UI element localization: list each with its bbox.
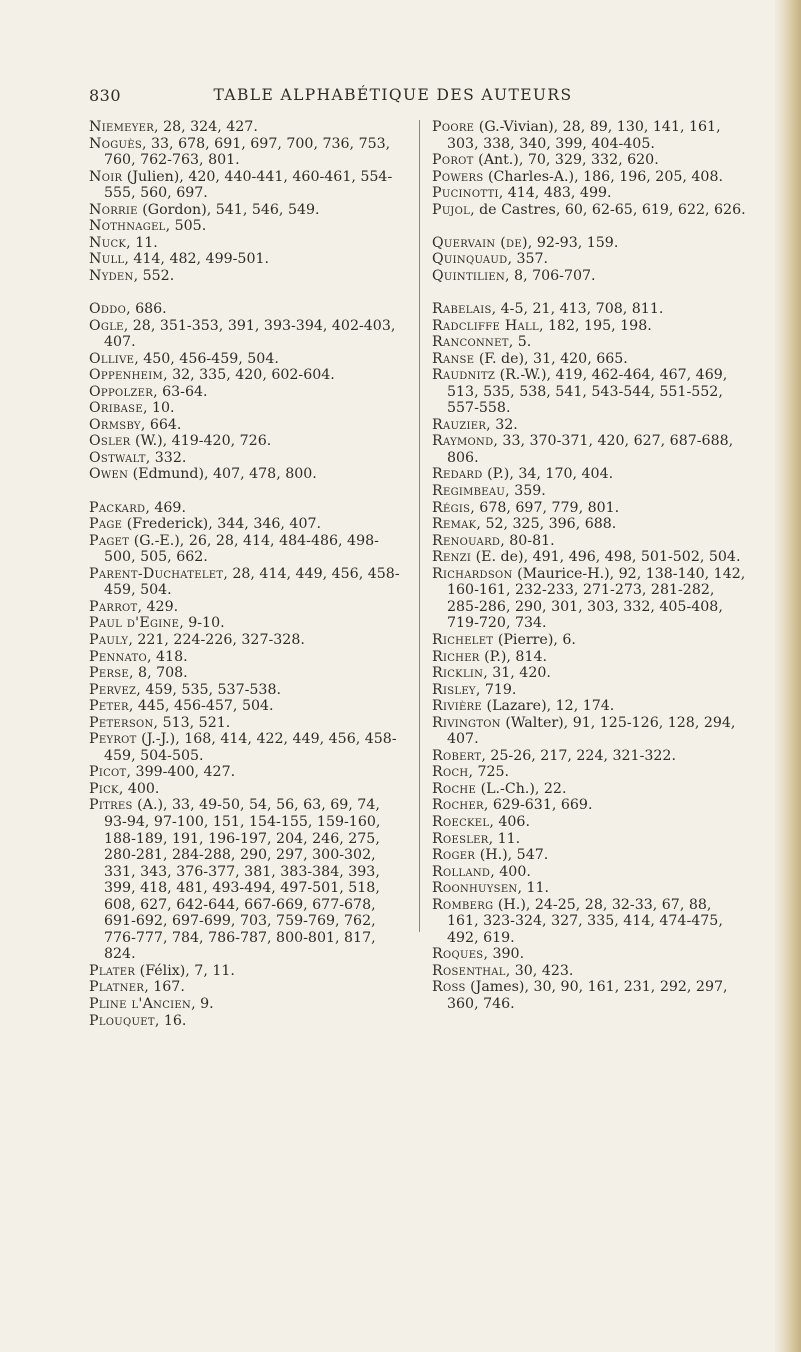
page-references: (G.-E.), 26, 28, 414, 484-486, 498-500, 505, 662. — [104, 532, 379, 566]
author-name: Platner — [89, 979, 145, 996]
index-entry — [89, 665, 406, 682]
page-references: , 459, 535, 537-538. — [136, 681, 281, 698]
index-entry — [432, 334, 746, 351]
page-references: , 32, 335, 420, 602-604. — [163, 367, 335, 384]
index-entry — [432, 516, 746, 533]
author-name: Nuck — [89, 234, 127, 251]
page-references: , 725. — [468, 764, 510, 781]
index-entry — [432, 119, 746, 152]
page-references: , 400. — [490, 863, 531, 880]
column-divider — [419, 120, 420, 932]
author-name: Roonhuysen — [432, 880, 518, 897]
author-name: Nyden — [89, 267, 134, 284]
author-name: Porot — [432, 152, 474, 169]
author-name: Pauly — [89, 631, 129, 648]
author-name: Poore — [432, 119, 475, 135]
page-number: 830 — [89, 86, 122, 105]
author-name: Ollive — [89, 350, 135, 367]
index-entry — [432, 814, 746, 831]
page-references: (F. de), 31, 420, 665. — [474, 350, 628, 367]
index-entry — [432, 979, 746, 1012]
author-name: Ranconnet — [432, 334, 509, 351]
page-references: (Edmund), 407, 478, 800. — [128, 466, 317, 483]
page-references: , 8, 708. — [129, 665, 188, 682]
author-name: Richardson — [432, 565, 513, 582]
index-entry — [432, 351, 746, 368]
index-entry — [432, 698, 746, 715]
author-name: Rabelais — [432, 301, 492, 318]
author-name: Niemeyer — [89, 119, 155, 135]
index-entry — [432, 715, 746, 748]
index-entry — [432, 235, 746, 252]
index-entry — [89, 797, 406, 962]
page-references: , 8, 706-707. — [505, 267, 596, 284]
page-references: (P.), 34, 170, 404. — [482, 466, 614, 483]
page-references: (H.), 24-25, 28, 32-33, 67, 88, 161, 323-324, 327, 335, 414, 474-475, 492, 619. — [447, 896, 723, 946]
index-entry — [89, 433, 406, 450]
page-references: (Walter), 91, 125-126, 128, 294, 407. — [447, 714, 736, 748]
running-title: TABLE ALPHABÉTIQUE DES AUTEURS — [213, 86, 573, 104]
index-entry — [89, 533, 406, 566]
page-references: , 418. — [147, 648, 188, 665]
index-entry — [432, 781, 746, 798]
index-entry — [432, 831, 746, 848]
index-entry — [432, 632, 746, 649]
author-name: Noguès — [89, 135, 142, 152]
author-name: Perse — [89, 665, 130, 682]
index-entry — [432, 946, 746, 963]
author-name: Régis — [432, 499, 471, 516]
author-name: Remak — [432, 516, 477, 533]
author-name: Rolland — [432, 863, 491, 880]
author-name: Plater — [89, 962, 136, 979]
index-entry — [432, 533, 746, 550]
index-entry — [89, 615, 406, 632]
page-references: (Frederick), 344, 346, 407. — [122, 516, 322, 533]
page-references: (James), 30, 90, 161, 231, 292, 297, 360, 746. — [447, 979, 728, 1012]
author-name: Quintilien — [432, 267, 506, 284]
page-references: (P.), 814. — [479, 648, 548, 665]
page-references: (Pierre), 6. — [493, 631, 576, 648]
author-name: Ross — [432, 979, 466, 996]
author-name: Renzi — [432, 549, 472, 566]
index-column-right — [432, 119, 746, 1013]
author-name: Pujol — [432, 201, 471, 218]
author-name: Ostwalt — [89, 449, 146, 466]
index-entry — [432, 566, 746, 632]
author-name: Regimbeau — [432, 483, 506, 500]
author-name: Roger — [432, 847, 476, 864]
author-name: Rauzier — [432, 416, 487, 433]
index-entry — [432, 318, 746, 335]
page-references: , 719. — [475, 681, 517, 698]
author-name: Pennato — [89, 648, 147, 665]
page-references: , 11. — [126, 234, 158, 251]
author-name: Roche — [432, 780, 477, 797]
index-entry — [89, 649, 406, 666]
index-entry — [89, 682, 406, 699]
page-references: (Félix), 7, 11. — [135, 962, 235, 979]
page-references: , 63-64. — [153, 383, 208, 400]
index-entry — [89, 500, 406, 517]
index-entry — [89, 318, 406, 351]
page-references: (H.), 547. — [475, 847, 549, 864]
page-references: , 445, 456-457, 504. — [128, 698, 274, 715]
author-name: Quinquaud — [432, 251, 508, 268]
author-name: Picot — [89, 764, 127, 781]
page-references: , 33, 370-371, 420, 627, 687-688, 806. — [447, 433, 734, 466]
author-name: Ranse — [432, 350, 475, 367]
index-entry — [432, 433, 746, 466]
page-references: (Maurice-H.), 92, 138-140, 142, 160-161, 232-233, 271-273, 281-282, 285-286, 290, 301, 303, 332, 405-408, 719-720, 734. — [447, 565, 746, 632]
index-entry — [432, 682, 746, 699]
page-edge-shadow — [775, 0, 801, 1352]
author-name: Ricklin — [432, 665, 484, 682]
page-references: , 28, 324, 427. — [154, 119, 258, 135]
index-entry — [89, 715, 406, 732]
index-entry — [89, 301, 406, 318]
index-entry — [89, 698, 406, 715]
page-references: , 399-400, 427. — [126, 764, 236, 781]
index-entry — [89, 731, 406, 764]
author-name: Quervain (de) — [432, 234, 528, 251]
index-entry — [432, 897, 746, 947]
page-references: , 469. — [145, 499, 186, 516]
author-name: Pline l'Ancien — [89, 995, 192, 1012]
author-name: Pick — [89, 780, 119, 797]
author-name: Parent-Duchatelet — [89, 565, 224, 582]
index-entry — [89, 119, 406, 136]
page-references: , 359. — [505, 483, 546, 500]
page-references: , 25-26, 217, 224, 321-322. — [481, 747, 676, 764]
author-name: Pervez — [89, 681, 137, 698]
page-references: , 31, 420. — [483, 665, 551, 682]
page-references: , 450, 456-459, 504. — [134, 350, 279, 367]
page-references: , 406. — [489, 813, 530, 830]
page-references: , 33, 678, 691, 697, 700, 736, 753, 760, 762-763, 801. — [104, 135, 391, 169]
index-entry — [89, 351, 406, 368]
index-entry — [432, 797, 746, 814]
author-name: Romberg — [432, 896, 494, 913]
author-name: Noir — [89, 168, 123, 185]
author-name: Ormsby — [89, 416, 141, 433]
page-references: , 221, 224-226, 327-328. — [128, 631, 305, 648]
author-name: Raudnitz — [432, 367, 496, 384]
index-entry — [89, 235, 406, 252]
page-references: , 390. — [483, 946, 525, 963]
page-references: , 52, 325, 396, 688. — [476, 516, 617, 533]
page-references: , 357. — [507, 251, 549, 268]
author-name: Paul d'Egine — [89, 615, 180, 632]
author-name: Roesler — [432, 830, 489, 847]
page-references: , 552. — [133, 267, 175, 284]
index-entry — [432, 665, 746, 682]
index-entry — [432, 963, 746, 980]
author-name: Parrot — [89, 598, 138, 615]
index-entry — [432, 864, 746, 881]
index-entry — [432, 367, 746, 417]
index-entry — [89, 1013, 406, 1030]
author-name: Risley — [432, 681, 476, 698]
author-name: Oppenheim — [89, 367, 164, 384]
author-name: Oppolzer — [89, 383, 154, 400]
author-name: Richelet — [432, 631, 494, 648]
page-references: , 429. — [137, 598, 179, 615]
index-column-left — [89, 119, 406, 1029]
page-references: , 686. — [126, 301, 167, 318]
index-entry — [432, 251, 746, 268]
index-entry — [432, 417, 746, 434]
index-entry — [432, 466, 746, 483]
page-references: , 9. — [191, 995, 214, 1012]
author-name: Peyrot — [89, 731, 137, 748]
index-entry — [89, 632, 406, 649]
index-entry — [89, 400, 406, 417]
index-entry — [432, 152, 746, 169]
page-references: , 28, 414, 449, 456, 458-459, 504. — [104, 565, 400, 599]
page-references: , 30, 423. — [505, 962, 574, 979]
index-entry — [432, 649, 746, 666]
index-entry — [89, 251, 406, 268]
page-references: , 28, 351-353, 391, 393-394, 402-403, 407. — [104, 317, 396, 351]
page-references: (Ant.), 70, 329, 332, 620. — [473, 152, 659, 169]
author-name: Rivière — [432, 698, 483, 715]
page-references: , 414, 483, 499. — [498, 185, 612, 202]
section-gap — [89, 284, 406, 301]
index-entry — [432, 268, 746, 285]
page-references: (A.), 33, 49-50, 54, 56, 63, 69, 74, 93-94, 97-100, 151, 154-155, 159-160, 188-189, 191, 196-197, 204, 246, 275, 280-281, 284-288, 290, 297, 300-302, 331, 343, 376-377, 381, 383-384, 393, 399, 418, 481, 493-494, 497-501, 518, 608, 627, 642-644, 667-669, 677-678, 691-692, 697-699, 703, 759-769, 762, 776-777, 784, 786-787, 800-801, 817, 824. — [104, 797, 381, 963]
index-entry — [89, 202, 406, 219]
author-name: Oribase — [89, 400, 143, 417]
index-entry — [89, 963, 406, 980]
index-entry — [432, 549, 746, 566]
page-references: , 182, 195, 198. — [538, 317, 652, 334]
page-references: , 167. — [144, 979, 185, 996]
page-references: , 678, 697, 779, 801. — [470, 499, 620, 516]
page-references: , 414, 482, 499-501. — [124, 251, 270, 268]
page-references: , 4-5, 21, 413, 708, 811. — [491, 301, 664, 318]
index-entry — [432, 301, 746, 318]
author-name: Paget — [89, 532, 130, 549]
author-name: Roques — [432, 946, 484, 963]
page-references: , de Castres, 60, 62-65, 619, 622, 626. — [470, 201, 746, 218]
author-name: Robert — [432, 747, 482, 764]
page-references: , 16. — [154, 1012, 187, 1029]
index-entry — [89, 384, 406, 401]
index-entry — [89, 764, 406, 781]
author-name: Raymond — [432, 433, 494, 450]
index-entry — [432, 748, 746, 765]
section-gap — [89, 483, 406, 500]
author-name: Radcliffe Hall — [432, 317, 539, 334]
author-name: Ogle — [89, 317, 124, 334]
author-name: Pitres — [89, 797, 133, 814]
author-name: Rocher — [432, 797, 484, 814]
index-entry — [432, 185, 746, 202]
index-entry — [432, 169, 746, 186]
author-name: Pucinotti — [432, 185, 499, 202]
index-entry — [89, 450, 406, 467]
page-references: , 513, 521. — [153, 714, 231, 731]
page-references: , 80-81. — [500, 532, 555, 549]
author-name: Osler — [89, 433, 131, 450]
author-name: Powers — [432, 168, 484, 185]
page-references: , 10. — [142, 400, 175, 417]
page-references: , 32. — [486, 416, 518, 433]
author-name: Roeckel — [432, 813, 490, 830]
page-references: (Gordon), 541, 546, 549. — [137, 201, 320, 218]
page-references: , 629-631, 669. — [483, 797, 593, 814]
index-entry — [89, 367, 406, 384]
author-name: Rivington — [432, 714, 501, 731]
index-entry — [89, 136, 406, 169]
index-entry — [89, 599, 406, 616]
page-references: (G.-Vivian), 28, 89, 130, 141, 161, 303, 338, 340, 399, 404-405. — [447, 119, 721, 152]
index-entry — [89, 169, 406, 202]
page-references: (E. de), 491, 496, 498, 501-502, 504. — [471, 549, 741, 566]
author-name: Plouquet — [89, 1012, 155, 1029]
index-entry — [89, 218, 406, 235]
index-entry — [432, 880, 746, 897]
page-references: , 11. — [488, 830, 521, 847]
index-entry — [89, 781, 406, 798]
index-entry — [89, 516, 406, 533]
page-references: (Lazare), 12, 174. — [482, 698, 615, 715]
page-references: (Charles-A.), 186, 196, 205, 408. — [483, 168, 723, 185]
author-name: Peter — [89, 698, 129, 715]
page-references: , 664. — [140, 416, 182, 433]
page-references: (L.-Ch.), 22. — [476, 780, 567, 797]
index-entry — [89, 566, 406, 599]
page-references: (R.-W.), 419, 462-464, 467, 469, 513, 535, 538, 541, 543-544, 551-552, 557-558. — [447, 367, 728, 417]
author-name: Renouard — [432, 532, 501, 549]
index-entry — [432, 483, 746, 500]
author-name: Norrie — [89, 201, 138, 218]
page-references: (W.), 419-420, 726. — [130, 433, 272, 450]
index-entry — [89, 417, 406, 434]
index-entry — [432, 202, 746, 219]
page-references: (Julien), 420, 440-441, 460-461, 554-555, 560, 697. — [104, 168, 393, 202]
author-name: Nothnagel — [89, 218, 166, 235]
page-references: , 5. — [508, 334, 532, 351]
page-references: , 332. — [145, 449, 187, 466]
index-entry — [89, 979, 406, 996]
index-entry — [89, 466, 406, 483]
page-references: , 11. — [517, 880, 550, 897]
section-gap — [432, 284, 746, 301]
page-references: (J.-J.), 168, 414, 422, 449, 456, 458-459, 504-505. — [104, 731, 397, 764]
page-references: , 505. — [165, 218, 207, 235]
author-name: Roch — [432, 764, 469, 781]
index-entry — [432, 764, 746, 781]
author-name: Packard — [89, 499, 146, 516]
author-name: Oddo — [89, 301, 127, 318]
index-entry — [432, 847, 746, 864]
author-name: Redard — [432, 466, 483, 483]
author-name: Page — [89, 516, 123, 533]
page-references: , 9-10. — [179, 615, 225, 632]
author-name: Null — [89, 251, 125, 268]
section-gap — [432, 218, 746, 235]
author-name: Richer — [432, 648, 480, 665]
page-references: , 400. — [118, 780, 160, 797]
index-entry — [89, 996, 406, 1013]
author-name: Peterson — [89, 714, 154, 731]
author-name: Owen — [89, 466, 129, 483]
page-references: , 92-93, 159. — [527, 234, 619, 251]
index-entry — [89, 268, 406, 285]
author-name: Rosenthal — [432, 962, 506, 979]
index-entry — [432, 500, 746, 517]
